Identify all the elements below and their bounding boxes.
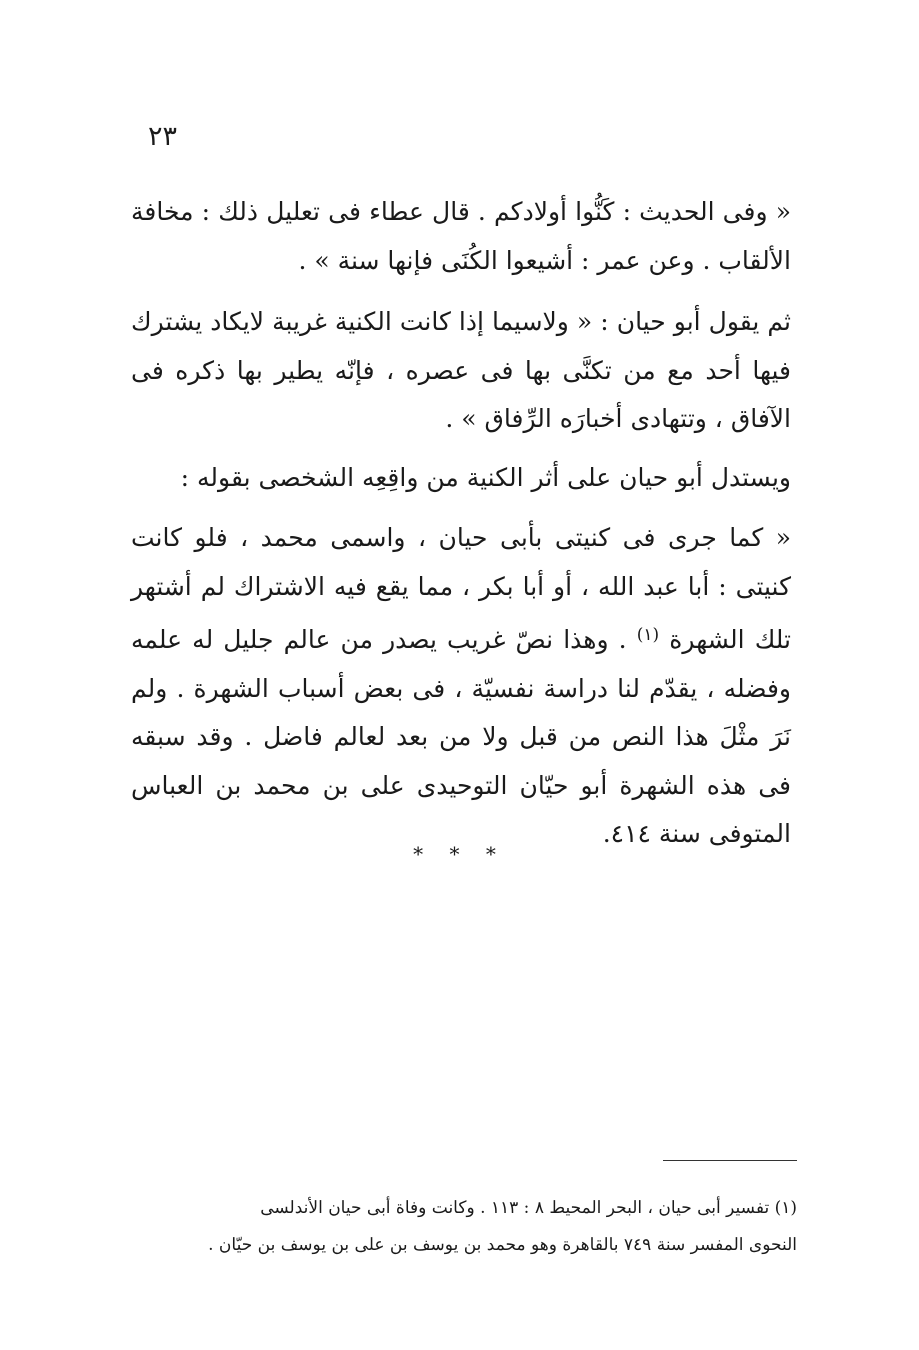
- paragraph-quote: [131, 514, 791, 859]
- quote-before-ref: « كما جرى فى كنيتى بأبى حيان ، واسمى محمد ، فلو كانت كنيتى : أبا عبد الله ، أو أبا بكر ، مما يقع فيه الاشتراك لم أشتهر تلك الشهرة: [131, 523, 791, 654]
- footnote: [131, 1190, 797, 1264]
- paragraph-text: « وفى الحديث : كَنُّوا أولادكم . قال عطاء فى تعليل ذلك : مخافة الألقاب . وعن عمر : أشيعوا الكُنَى فإنها سنة » .: [131, 197, 791, 275]
- paragraph-abu-hayyan-says: [131, 298, 791, 444]
- footnote-divider: [663, 1160, 797, 1161]
- footnote-line: النحوى المفسر سنة ٧٤٩ بالقاهرة وهو محمد بن يوسف بن على بن يوسف بن حيّان .: [208, 1235, 797, 1255]
- page-number: ٢٣: [148, 121, 178, 152]
- footnote-line: (١) تفسير أبى حيان ، البحر المحيط ٨ : ١١٣ . وكانت وفاة أبى حيان الأندلسى: [260, 1198, 797, 1218]
- paragraph-text: ثم يقول أبو حيان : « ولاسيما إذا كانت الكنية غريبة لايكاد يشترك فيها أحد مع من تكنَّى بها فى عصره ، فإنّه يطير بها ذكره فى الآفاق ، وتتهادى أخبارَه الرِّفاق » .: [131, 307, 791, 433]
- quote-text: [131, 514, 791, 859]
- paragraph-hadith: [131, 188, 791, 285]
- footnote-reference: (١): [636, 625, 660, 645]
- section-separator: * * *: [413, 842, 506, 866]
- paragraph-inference: [131, 454, 791, 503]
- paragraph-text: ويستدل أبو حيان على أثر الكنية من واقِعِه الشخصى بقوله :: [180, 463, 791, 492]
- quote-after-ref: . وهذا نصّ غريب يصدر من عالم جليل له علمه وفضله ، يقدّم لنا دراسة نفسيّة ، فى بعض أسباب الشهرة . ولم نَرَ مثْلَ هذا النص من قبل ولا من بعد لعالم فاضل . وقد سبقه فى هذه الشهرة أبو حيّان التوحيدى على بن محمد بن العباس المتوفى سنة ٤١٤.: [131, 625, 791, 848]
